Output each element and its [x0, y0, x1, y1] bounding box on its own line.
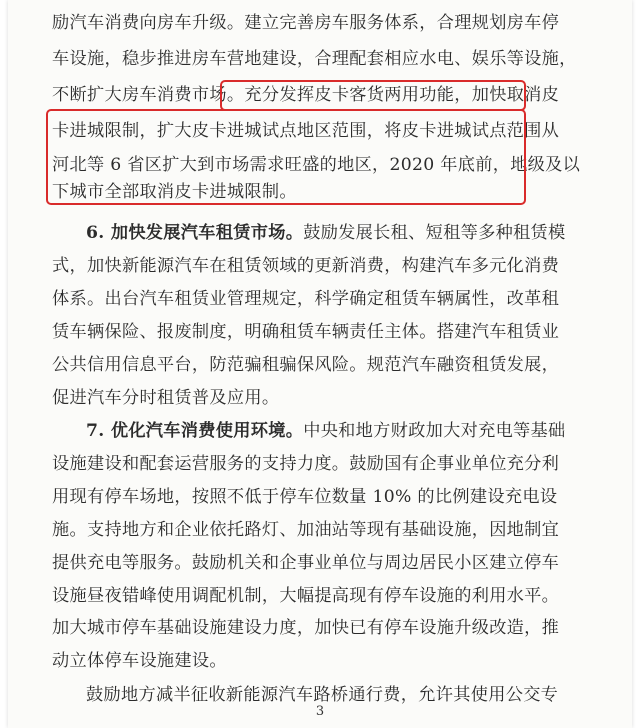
highlighted-line: 河北等 6 省区扩大到市场需求旺盛的地区，2020 年底前，地级及以 — [52, 155, 581, 175]
section-heading: 6. 加快发展汽车租赁市场。 — [86, 223, 304, 243]
paragraph-line: 促进汽车分时租赁普及应用。 — [52, 388, 280, 408]
document-page — [8, 0, 632, 728]
paragraph-line: 加大城市停车基础设施建设力度，加快已有停车设施升级改造，推 — [52, 618, 560, 638]
section-text: 中央和地方财政加大对充电等基础 — [303, 421, 566, 441]
paragraph-line: 励汽车消费向房车升级。建立完善房车服务体系，合理规划房车停 — [52, 13, 560, 33]
paragraph-line: 设施建设和配套运营服务的支持力度。鼓励国有企事业单位充分利 — [52, 454, 560, 474]
highlighted-text: 充分发挥皮卡客货两用功能，加快取消皮 — [244, 85, 560, 105]
paragraph-line: 用现有停车场地，按照不低于停车位数量 10% 的比例建设充电设 — [52, 487, 558, 507]
paragraph-line: 赁车辆保险、报废制度，明确租赁车辆责任主体。搭建汽车租赁业 — [52, 322, 560, 342]
section-heading-line — [86, 420, 566, 442]
paragraph-line: 设施昼夜错峰使用调配机制，大幅提高现有停车设施的利用水平。 — [52, 586, 560, 606]
paragraph-line: 施。支持地方和企业依托路灯、加油站等现有基础设施，因地制宜 — [52, 520, 560, 540]
paragraph-line: 式，加快新能源汽车在租赁领域的更新消费，构建汽车多元化消费 — [52, 256, 560, 276]
paragraph-line: 动立体停车设施建设。 — [52, 651, 227, 671]
paragraph-line: 车设施，稳步推进房车营地建设，合理配套相应水电、娱乐等设施， — [52, 49, 577, 69]
highlighted-line: 卡进城限制，扩大皮卡进城试点地区范围，将皮卡进城试点范围从 — [52, 121, 560, 141]
paragraph-line: 公共信用信息平台，防范骗租骗保风险。规范汽车融资租赁发展， — [52, 355, 560, 375]
section-heading-line — [86, 222, 566, 244]
paragraph-line: 体系。出台汽车租赁业管理规定，科学确定租赁车辆属性，改革租 — [52, 289, 560, 309]
highlighted-line: 下城市全部取消皮卡进城限制。 — [52, 182, 297, 202]
paragraph-line: 提供充电等服务。鼓励机关和企事业单位与周边居民小区建立停车 — [52, 553, 560, 573]
line-prefix: 不断扩大房车消费市场。 — [52, 85, 245, 105]
page-number: 3 — [315, 704, 325, 719]
section-text: 鼓励发展长租、短租等多种租赁模 — [303, 223, 566, 243]
paragraph-line — [52, 84, 560, 106]
section-heading: 7. 优化汽车消费使用环境。 — [86, 421, 304, 441]
paragraph-line: 鼓励地方减半征收新能源汽车路桥通行费，允许其使用公交专 — [86, 685, 559, 705]
